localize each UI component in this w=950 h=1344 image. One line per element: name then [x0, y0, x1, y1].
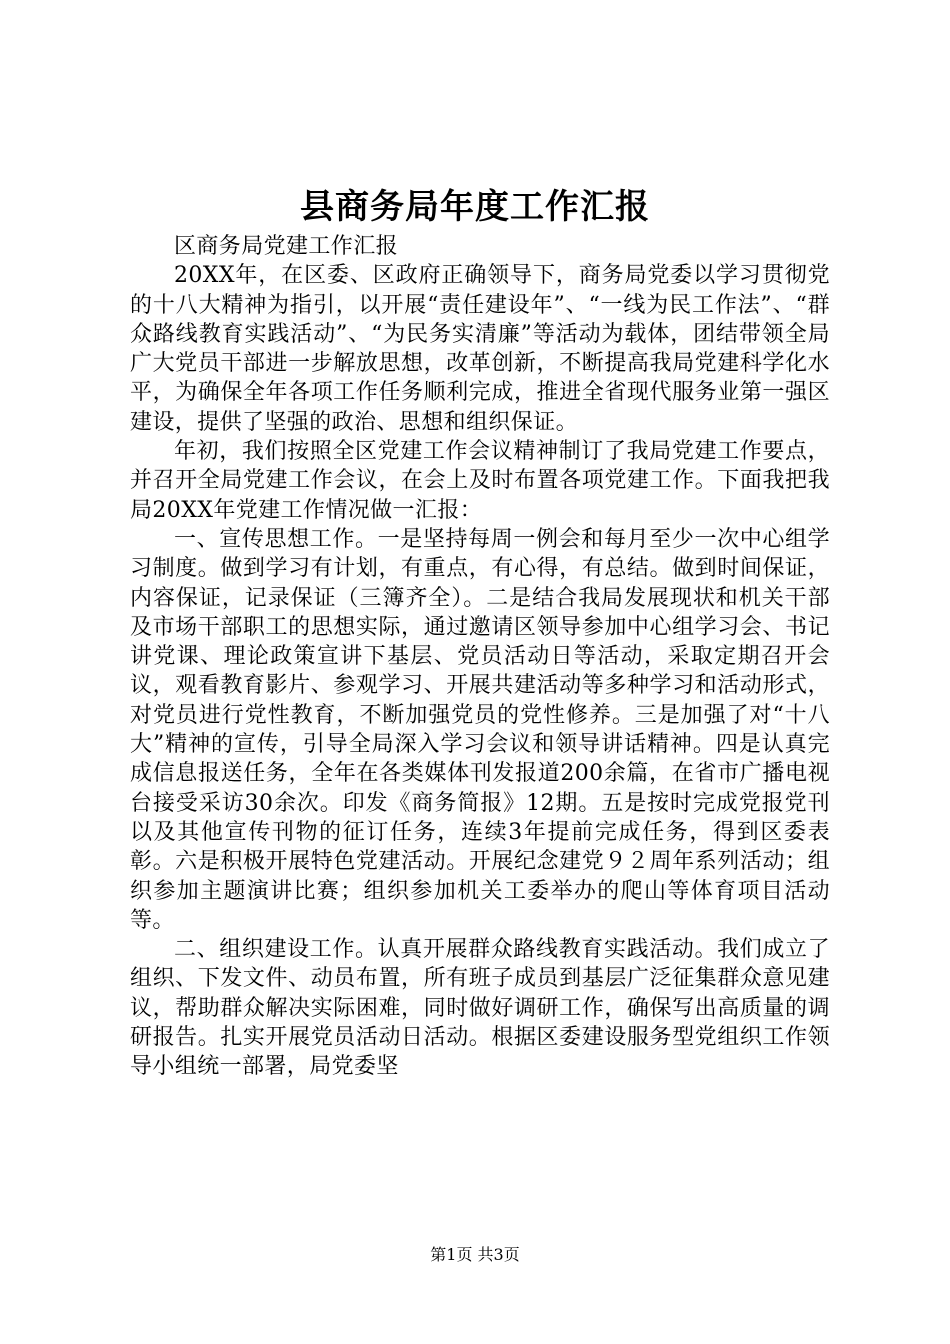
paragraph-organization-work: 二、组织建设工作。认真开展群众路线教育实践活动。我们成立了组织、下发文件、动员布置，所有班子成员到基层广泛征集群众意见建议，帮助群众解决实际困难，同时做好调研工作，确保写出高质量的调研报告。扎实开展党员活动日活动。根据区委建设服务型党组织工作领导小组统一部署，局党委坚	[130, 937, 830, 1080]
document-title: 县商务局年度工作汇报	[300, 187, 650, 227]
page-footer	[0, 1244, 950, 1266]
page-number: 第1页 共3页	[430, 1245, 520, 1264]
paragraph-overview: 年初，我们按照全区党建工作会议精神制订了我局党建工作要点，并召开全局党建工作会议，在会上及时布置各项党建工作。下面我把我局20XX年党建工作情况做一汇报：	[130, 439, 830, 523]
paragraph-intro: 20XX年，在区委、区政府正确领导下，商务局党委以学习贯彻党的十八大精神为指引，以开展“责任建设年”、“一线为民工作法”、“群众路线教育实践活动”、“为民务实清廉”等活动为载体，团结带领全局广大党员干部进一步解放思想，改革创新，不断提高我局党建科学化水平，为确保全年各项工作任务顺利完成，推进全省现代服务业第一强区建设，提供了坚强的政治、思想和组织保证。	[130, 263, 830, 435]
document-body	[130, 232, 830, 1082]
paragraph-propaganda-work: 一、宣传思想工作。一是坚持每周一例会和每月至少一次中心组学习制度。做到学习有计划，有重点，有心得，有总结。做到时间保证，内容保证，记录保证（三簿齐全）。二是结合我局发展现状和机关干部及市场干部职工的思想实际，通过邀请区领导参加中心组学习会、书记讲党课、理论政策宣讲下基层、党员活动日等活动，采取定期召开会议，观看教育影片、参观学习、开展共建活动等多种学习和活动形式，对党员进行党性教育，不断加强党员的党性修养。三是加强了对“十八大”精神的宣传，引导全局深入学习会议和领导讲话精神。四是认真完成信息报送任务，全年在各类媒体刊发报道200余篇，在省市广播电视台接受采访30余次。印发《商务简报》12期。五是按时完成党报党刊以及其他宣传刊物的征订任务，连续3年提前完成任务，得到区委表彰。六是积极开展特色党建活动。开展纪念建党９２周年系列活动；组织参加主题演讲比赛；组织参加机关工委举办的爬山等体育项目活动等。	[130, 526, 830, 933]
section-subtitle: 区商务局党建工作汇报	[174, 234, 399, 259]
